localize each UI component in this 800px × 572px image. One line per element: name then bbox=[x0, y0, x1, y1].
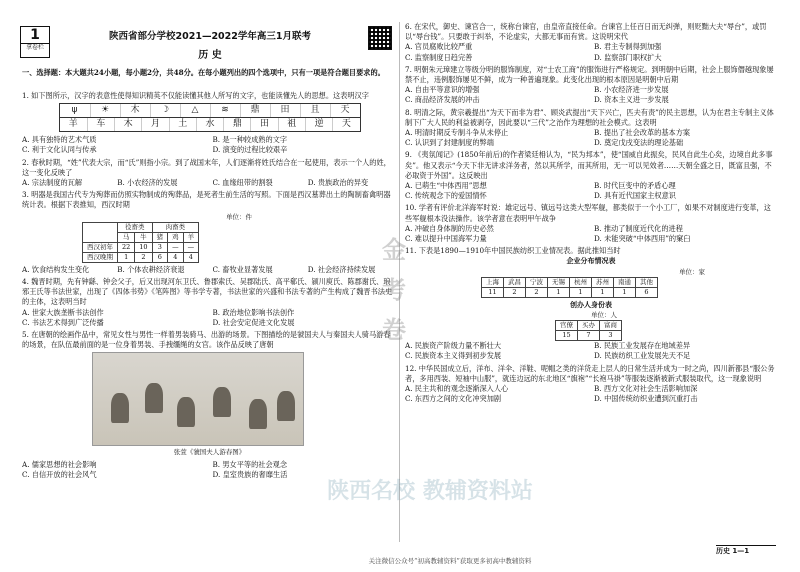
table-row bbox=[482, 287, 658, 297]
option[interactable]: C. 自信开放的社会风气 bbox=[22, 469, 97, 479]
question-stem: 12. 中华民国成立后，洋布、洋伞、洋鞋、呢帽之类的洋货走上层人的日常生活并成为一时之尚，四川新都县“服公务者，多用西装、短袖中山服”，就连边远的东北地区“旗袍”“长袍马褂”等服装逐渐被新式服装取代，这一现象说明 bbox=[405, 363, 775, 383]
table-cell: — bbox=[183, 242, 199, 252]
table-cell: 1 bbox=[548, 287, 570, 297]
options bbox=[405, 341, 777, 361]
table-cell: 7 bbox=[578, 331, 600, 341]
modern-glyph: 天 bbox=[332, 118, 359, 131]
enterprise-table-title: 企业分布情况表 bbox=[566, 256, 616, 266]
option[interactable]: D. 民族纺织工业发展先天不足 bbox=[594, 351, 691, 361]
options bbox=[22, 178, 397, 188]
table-cell: 2 bbox=[504, 287, 526, 297]
option[interactable]: B. 民族工业发展存在地域差异 bbox=[594, 341, 691, 351]
option[interactable]: A. 官员腐败比较严重 bbox=[405, 42, 473, 52]
options bbox=[405, 85, 777, 105]
question-4 bbox=[22, 277, 397, 328]
modern-glyph: 逆 bbox=[305, 118, 332, 131]
option[interactable]: C. 畜牧业显著发展 bbox=[212, 264, 273, 274]
option[interactable]: B. 个体农耕经济衰退 bbox=[117, 264, 185, 274]
table-cell: 1 bbox=[570, 287, 592, 297]
table-cell: 10 bbox=[135, 242, 152, 252]
painting-caption: 张萱《虢国夫人游春图》 bbox=[173, 448, 246, 457]
question-11 bbox=[405, 246, 777, 361]
table-cell: 3 bbox=[600, 331, 622, 341]
options bbox=[405, 128, 777, 148]
page-tag: 历史 1—1 bbox=[716, 545, 776, 556]
founder-table bbox=[555, 320, 622, 341]
table-cell: 2 bbox=[135, 252, 152, 262]
question-stem: 4. 魏晋时期，先有钟繇、钟会父子，后又出现河东卫氏、鲁郡索氏、吴郡陆氏、高平郗氏、颍川庾氏、陈郡谢氏、琅邪王氏等书法世家，出现了《四体书势》《笔阵图》等书学专著，书法世家的兴盛和书法专著的产生构成了魏晋书法史的主体，这表明当时 bbox=[22, 277, 393, 307]
modern-glyph: 水 bbox=[196, 118, 223, 131]
table-cell: 22 bbox=[118, 242, 135, 252]
table-header: 武昌 bbox=[504, 277, 526, 287]
option[interactable]: C. 民族资本主义得到初步发展 bbox=[405, 351, 502, 361]
option[interactable]: C. 商品经济发展的冲击 bbox=[405, 95, 480, 105]
painting-image bbox=[92, 352, 304, 446]
options bbox=[22, 460, 397, 480]
table-row bbox=[83, 252, 199, 262]
question-stem: 11. 下表是1890—1910年中国民族纺织工业情况表。据此推知当时 bbox=[405, 246, 621, 256]
option[interactable]: C. 书法艺术得到广泛传播 bbox=[22, 317, 104, 327]
row-label: 西汉晚期 bbox=[83, 252, 118, 262]
enterprise-table bbox=[481, 277, 658, 298]
option[interactable]: B. 时代巨变中的矛盾心理 bbox=[594, 181, 676, 191]
livestock-table bbox=[82, 222, 199, 263]
option[interactable]: A. 民主共和的观念逐渐深入人心 bbox=[405, 384, 509, 394]
question-2 bbox=[22, 158, 397, 189]
table-cell: — bbox=[168, 242, 184, 252]
table-row bbox=[83, 242, 199, 252]
table-cell: 2 bbox=[526, 287, 548, 297]
option[interactable]: B. 推动了制度近代化的进程 bbox=[594, 223, 683, 233]
option[interactable]: A. 饮食结构发生变化 bbox=[22, 264, 90, 274]
table-header: 富商 bbox=[600, 321, 622, 331]
table-corner bbox=[83, 222, 118, 242]
options bbox=[22, 308, 397, 328]
option[interactable]: A. 民族资产阶级力量不断壮大 bbox=[405, 341, 502, 351]
livestock-table-wrap bbox=[82, 212, 397, 263]
question-10 bbox=[405, 203, 777, 244]
ancient-glyph: 天 bbox=[330, 104, 360, 117]
table-header: 南通 bbox=[614, 277, 636, 287]
option[interactable]: C. 传统观念下的爱国情怀 bbox=[405, 191, 487, 201]
table-header: 羊 bbox=[183, 232, 199, 242]
option[interactable]: D. 监察部门职权扩大 bbox=[594, 52, 662, 62]
table-cell: 6 bbox=[636, 287, 658, 297]
option[interactable]: D. 社会安定促进文化发展 bbox=[212, 317, 295, 327]
option[interactable]: D. 具有近代国家主权意识 bbox=[594, 191, 676, 201]
rider-figure bbox=[213, 387, 231, 417]
modern-glyph-row bbox=[59, 118, 361, 132]
badge-text: 拿卷栏 bbox=[21, 43, 49, 52]
option[interactable]: A. 冲破自身体制的历史必然 bbox=[405, 223, 494, 233]
option[interactable]: C. 血缘纽带的割裂 bbox=[212, 178, 273, 188]
option[interactable]: A. 明清时期反专制斗争从未停止 bbox=[405, 128, 509, 138]
options bbox=[22, 135, 397, 155]
option[interactable]: D. 未能突破“中体西用”的窠臼 bbox=[594, 234, 691, 244]
rider-figure bbox=[145, 383, 163, 413]
question-stem: 8. 明清之际，黄宗羲提出“为天下而非为君”、顾炎武提出“天下兴亡，匹夫有责”的民主思想，认为在君主专制主义体制下广大人民的利益被剥夺，因此要以“三代”之治作为理想的社会模式。这表明 bbox=[405, 107, 774, 127]
exam-title: 陕西省部分学校2021—2022学年高三1月联考 bbox=[109, 31, 311, 42]
table-unit: 单位：人 bbox=[591, 311, 617, 320]
ancient-glyph: 且 bbox=[300, 104, 330, 117]
qr-code-icon bbox=[368, 26, 392, 50]
table-header: 其他 bbox=[636, 277, 658, 287]
option[interactable]: C. 东西方之间的文化冲突加剧 bbox=[405, 394, 502, 404]
question-stem: 10. 学者有评价北洋海军时说：雄定远号、镇远号这类大型军舰，都类似于一个小工厂，如果不对制度进行变革，这些军舰根本没法操作。该学者意在表明甲午战争 bbox=[405, 203, 771, 223]
table-cell: 15 bbox=[556, 331, 578, 341]
ancient-glyph: ψ bbox=[71, 105, 78, 116]
option[interactable]: B. 政治地位影响书法创作 bbox=[212, 307, 295, 317]
rider-figure bbox=[249, 399, 267, 429]
option[interactable]: A. 已萌生“中体西用”思想 bbox=[405, 181, 487, 191]
modern-glyph: 田 bbox=[250, 118, 277, 131]
modern-glyph: 羊 bbox=[68, 119, 78, 130]
table-header: 杭州 bbox=[570, 277, 592, 287]
table-cell: 4 bbox=[183, 252, 199, 262]
question-9 bbox=[405, 150, 777, 201]
option[interactable]: D. 资本主义进一步发展 bbox=[594, 95, 669, 105]
option[interactable]: A. 具有独特的艺术气质 bbox=[22, 135, 97, 145]
option[interactable]: D. 奠定戊戌变法的理论基础 bbox=[594, 138, 684, 148]
option[interactable]: B. 君主专制得到加强 bbox=[594, 42, 662, 52]
options bbox=[405, 224, 777, 244]
table-header: 马 bbox=[118, 232, 135, 242]
option[interactable]: B. 是一种较成熟的文字 bbox=[212, 135, 288, 145]
exam-subject: 历 史 bbox=[198, 50, 222, 61]
question-stem: 5. 在唐朝的绘画作品中，常见女性与男性一样着男装骑马、出游的场景。下图描绘的是虢国夫人与秦国夫人骑马游春的场景，在队伍最前面的是一位身着男装、手拽缰绳的女官。该作品反映了唐朝 bbox=[22, 330, 391, 350]
right-column bbox=[405, 22, 777, 407]
table-cell: 4 bbox=[168, 252, 184, 262]
option[interactable]: A. 自由平等意识的增强 bbox=[405, 85, 480, 95]
question-stem: 6. 在宋代，御史、谏官合一，统称台谏官，由皇帝直接任命。台谏官上任百日而无纠弹，则贬黜大夫“辱台”，或罚以“辱台钱”。只要敢于纠举，不论虚实，大都无事而有赏。这说明宋代 bbox=[405, 22, 767, 42]
table-header: 猪 bbox=[152, 232, 168, 242]
question-stem: 9. 《夷氛闻记》(1850年前后)的作者梁廷枏认为，“民为邦本”，使“国威自此振矣，民风自此生心矣，边境自此多事矣”。他又表示“今天下非无讲求洋务者，然以其所学，而其所用，无一可以见效者……天朝全盛之日，既富且强，不必取资于外国”。这反映出 bbox=[405, 150, 773, 180]
option[interactable]: B. 小农经济进一步发展 bbox=[594, 85, 669, 95]
options bbox=[22, 265, 397, 275]
founder-table-title: 创办人身份表 bbox=[570, 299, 612, 309]
option[interactable]: A. 世家大族垄断书法创作 bbox=[22, 307, 104, 317]
table-cell: 1 bbox=[118, 252, 135, 262]
option[interactable]: D. 皇室贵族的奢靡生活 bbox=[212, 469, 288, 479]
bottom-watermark: 陕西名校 教辅资料站 bbox=[327, 478, 533, 504]
table-header: 上海 bbox=[482, 277, 504, 287]
option[interactable]: A. 宗法制度的瓦解 bbox=[22, 178, 83, 188]
table-header: 鸡 bbox=[168, 232, 184, 242]
option[interactable]: C. 认识到了封建制度的弊端 bbox=[405, 138, 494, 148]
table-header: 官僚 bbox=[556, 321, 578, 331]
table-row bbox=[556, 331, 622, 341]
modern-glyph: 祖 bbox=[278, 118, 305, 131]
option[interactable]: D. 演变的过程比较艰辛 bbox=[212, 145, 288, 155]
table-header: 买办 bbox=[578, 321, 600, 331]
modern-glyph: 土 bbox=[169, 118, 196, 131]
modern-glyph: 车 bbox=[87, 118, 114, 131]
row-label: 西汉初年 bbox=[83, 242, 118, 252]
badge-number: 1 bbox=[30, 27, 40, 43]
question-5 bbox=[22, 330, 397, 480]
modern-glyph: 鼎 bbox=[223, 118, 250, 131]
question-7 bbox=[405, 65, 777, 106]
option[interactable]: D. 贵族政治的异变 bbox=[307, 178, 369, 188]
option[interactable]: B. 提出了社会改革的基本方案 bbox=[594, 128, 691, 138]
rider-figure bbox=[177, 397, 195, 427]
option[interactable]: B. 男女平等的社会观念 bbox=[212, 459, 288, 469]
footer-note: 关注微信公众号“初高教辅资料”获取更多初高中教辅资料 bbox=[368, 557, 532, 565]
table-unit: 单位：件 bbox=[226, 212, 252, 221]
table-cell: 11 bbox=[482, 287, 504, 297]
ancient-glyph: ☀ bbox=[90, 104, 120, 117]
table-header: 宁波 bbox=[526, 277, 548, 287]
option[interactable]: B. 西方文化对社会生活影响加深 bbox=[594, 384, 698, 394]
option[interactable]: D. 社会经济持续发展 bbox=[307, 264, 376, 274]
ancient-glyph: 木 bbox=[120, 104, 150, 117]
option[interactable]: C. 难以提升中国海军力量 bbox=[405, 234, 487, 244]
ancient-glyph: ≋ bbox=[210, 104, 240, 117]
vertical-watermark: 金考卷 bbox=[382, 235, 406, 344]
question-stem: 1. 如下图所示，汉字的表意性使得知识精英不仅能读懂其他人所写的文字，也能读懂先人的思想。这表明汉字 bbox=[22, 91, 369, 100]
table-cell: 3 bbox=[152, 242, 168, 252]
exam-header bbox=[60, 28, 360, 61]
question-stem: 7. 明朝朱元璋建立等级分明的服饰制度，对“士农工商”的服饰进行严格规定。到明朝中后期，社会上服饰僭越现象屡禁不止，违例服饰屡见不鲜，成为一种普遍现象。此变化出现的根本原因是明朝中后期 bbox=[405, 64, 774, 85]
paper-badge bbox=[20, 26, 50, 58]
table-unit: 单位：家 bbox=[679, 267, 705, 276]
rider-figure bbox=[111, 393, 129, 423]
section-title: 一、选择题：本大题共24小题，每小题2分，共48分。在每小题列出的四个选项中，只有一项是符合题目要求的。 bbox=[22, 68, 385, 77]
question-6 bbox=[405, 22, 777, 63]
modern-glyph: 月 bbox=[141, 118, 168, 131]
option[interactable]: C. 利于文化认同与传承 bbox=[22, 145, 97, 155]
options bbox=[405, 42, 777, 62]
table-cell: 6 bbox=[152, 252, 168, 262]
question-stem: 3. 明器是我国古代专为殉葬而仿照实物制成的殉葬品，是死者生前生活的写照。下面是西汉墓葬出土的陶制畜禽明器统计表。根据下表推知，西汉时期 bbox=[22, 190, 391, 210]
option[interactable]: C. 监察制度日趋完善 bbox=[405, 52, 473, 62]
ancient-glyph: 鼎 bbox=[240, 104, 270, 117]
table-header: 牛 bbox=[135, 232, 152, 242]
table-cell: 1 bbox=[614, 287, 636, 297]
table-header: 无锡 bbox=[548, 277, 570, 287]
question-8 bbox=[405, 108, 777, 149]
table-group-header: 役畜类 bbox=[118, 222, 153, 232]
table-group-header: 肉畜类 bbox=[152, 222, 199, 232]
options bbox=[405, 181, 777, 201]
question-12 bbox=[405, 364, 777, 405]
ancient-glyph: 田 bbox=[270, 104, 300, 117]
modern-glyph: 木 bbox=[114, 118, 141, 131]
table-cell: 1 bbox=[592, 287, 614, 297]
rider-figure bbox=[277, 391, 295, 421]
table-header: 苏州 bbox=[592, 277, 614, 287]
option[interactable]: B. 小农经济的发展 bbox=[117, 178, 178, 188]
options bbox=[405, 384, 777, 404]
option[interactable]: D. 中国传统纺织业遭到沉重打击 bbox=[594, 394, 698, 404]
glyph-table bbox=[59, 103, 361, 118]
question-3 bbox=[22, 190, 397, 275]
ancient-glyph: △ bbox=[180, 104, 210, 117]
question-1 bbox=[22, 91, 397, 156]
left-column bbox=[22, 91, 397, 482]
option[interactable]: A. 儒家思想的社会影响 bbox=[22, 459, 97, 469]
ancient-glyph: ☽ bbox=[150, 104, 180, 117]
question-stem: 2. 春秋时期，“姓”代表大宗，而“氏”则指小宗。到了战国末年，人们逐渐将姓氏结合在一起使用，表示一个人的姓，这一变化反映了 bbox=[22, 157, 391, 177]
